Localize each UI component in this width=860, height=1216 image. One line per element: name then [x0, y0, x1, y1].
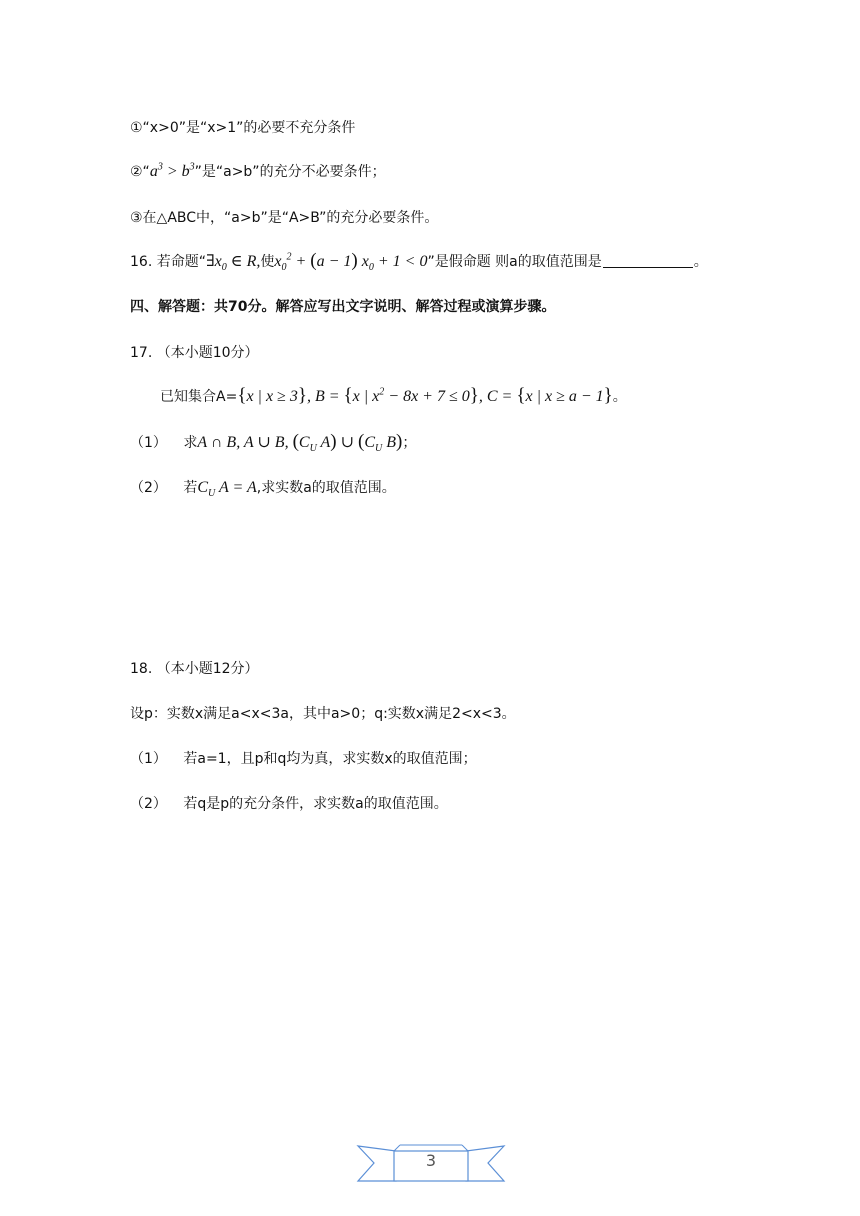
statement-3: ③在△ABC中，“a>b”是“A>B”的充分必要条件。 — [130, 210, 439, 226]
part-2-suffix: ,求实数a的取值范围。 — [256, 480, 396, 496]
part-1-label: （1） — [130, 435, 167, 451]
question-16-formula-b: $x_0^2 + (a - 1) x_0 + 1 < 0$ — [274, 250, 428, 274]
statement-1: ①“x>0”是“x>1”的必要不充分条件 — [130, 120, 356, 136]
statement-2-formula: $a^3 > b^3$ — [149, 161, 195, 180]
part-2-prefix: 若 — [183, 480, 198, 496]
section-heading: 四、解答题：共70分。解答应写出文字说明、解答过程或演算步骤。 — [130, 299, 556, 315]
page-number: 3 — [425, 1151, 437, 1170]
statement-2-suffix: ”是“a>b”的充分不必要条件； — [194, 164, 386, 180]
part-1-formula: A ∩ B, A ∪ B, ($C_U$ A) ∪ ($C_U$ B) — [197, 431, 403, 455]
q18-part-2-label: （2） — [130, 796, 167, 812]
part-1-text: 求 — [183, 435, 198, 451]
question-16-prefix: 若命题“ — [156, 254, 206, 270]
statement-2-prefix: ②“ — [130, 164, 150, 180]
part-2-formula: $C_U$ A = A — [197, 479, 257, 500]
question-18-part-2 — [130, 794, 448, 814]
question-17-heading: 17. （本小题10分） — [130, 345, 259, 361]
question-16-use: 使 — [260, 254, 275, 270]
question-16-suffix: ”是假命题 则a的取值范围是 — [427, 254, 602, 270]
q18-part-1-label: （1） — [130, 751, 167, 767]
question-18-heading: 18. （本小题12分） — [130, 661, 259, 677]
question-18-intro: 设p：实数x满足a<x<3a，其中a>0；q:实数x满足2<x<3。 — [130, 706, 516, 722]
question-16 — [130, 251, 708, 272]
question-16-end: 。 — [693, 254, 708, 270]
question-18-part-1 — [130, 749, 477, 769]
part-2-label: （2） — [130, 480, 167, 496]
question-16-formula-a: $\exists x_0$ ∈ R, — [205, 253, 261, 274]
question-16-number: 16. — [130, 254, 153, 270]
q18-part-2-text: 若q是p的充分条件，求实数a的取值范围。 — [183, 796, 448, 812]
set-definitions: {x | x ≥ 3}, B = {x | $x^2 - 8x + 7 \le 0$}, C = {x | x ≥ a − 1} — [237, 385, 613, 406]
q18-part-1-text: 若a=1，且p和q均为真，求实数x的取值范围； — [183, 751, 477, 767]
question-17-given — [160, 386, 627, 407]
question-17-given-end: 。 — [612, 389, 627, 405]
answer-blank[interactable] — [603, 252, 693, 268]
question-17-part-2 — [130, 478, 396, 498]
page-number-ribbon — [356, 1141, 506, 1187]
question-17-part-1: （1） 求A ∩ B, A ∪ B, ($C_U$ A) ∪ ($C_U$ B)； — [130, 431, 417, 455]
question-17-given-prefix: 已知集合A= — [160, 389, 238, 405]
statement-2 — [130, 162, 386, 182]
